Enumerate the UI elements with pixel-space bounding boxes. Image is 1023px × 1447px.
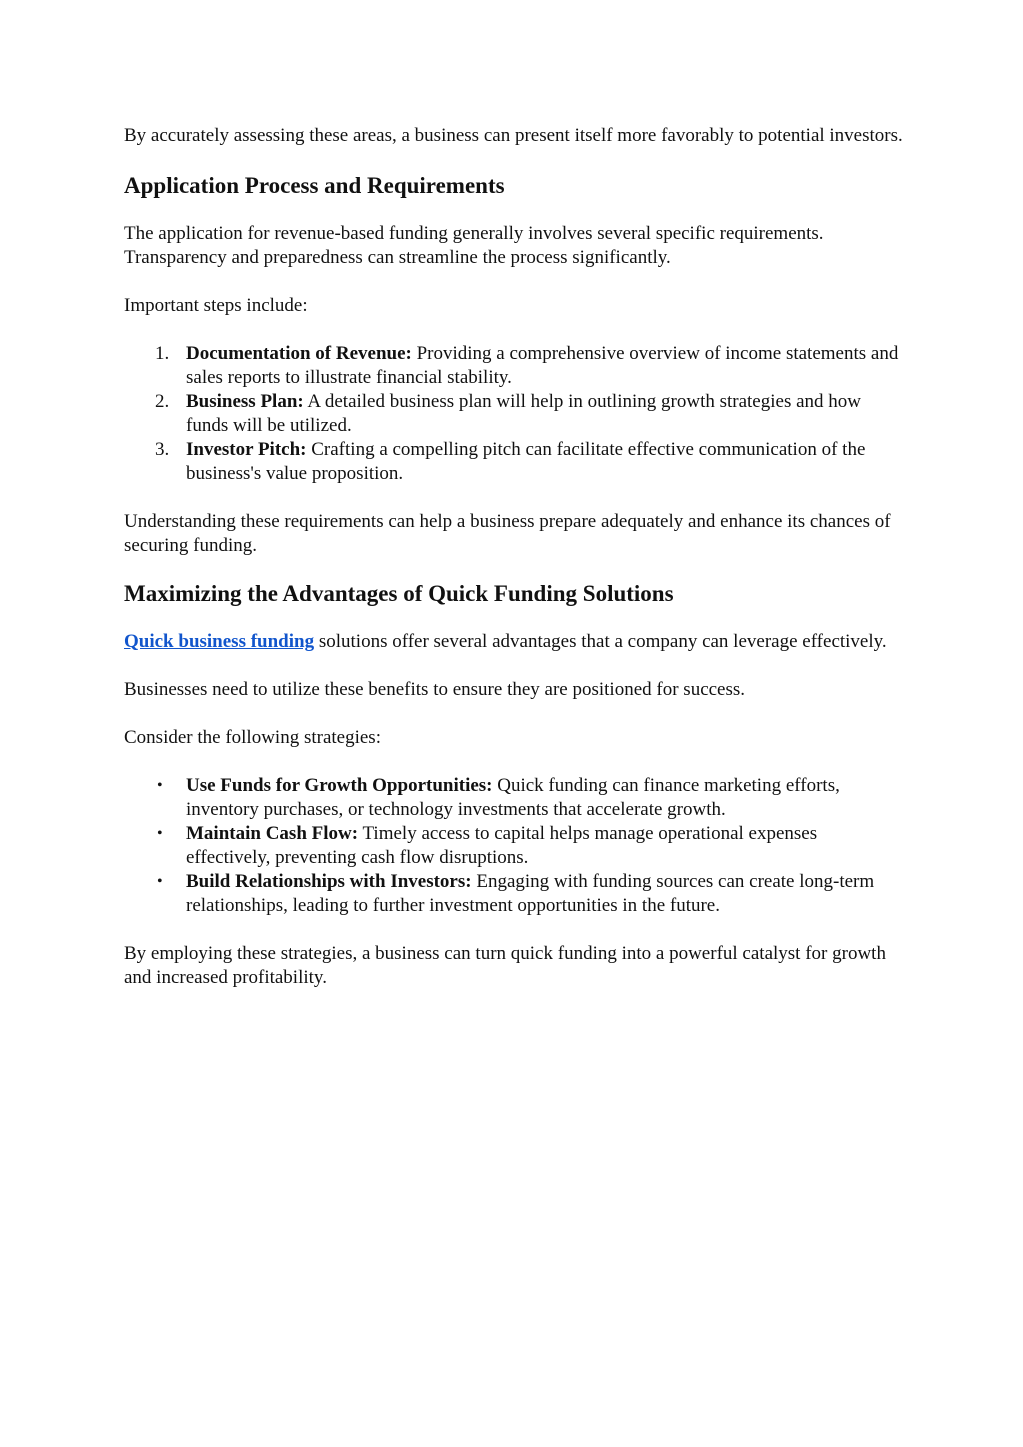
- maximizing-heading: Maximizing the Advantages of Quick Funding Solutions: [124, 581, 674, 606]
- strategy-title: Build Relationships with Investors:: [186, 871, 472, 892]
- strategies-intro: Consider the following strategies:: [124, 727, 381, 748]
- strategy-text: Timely access to capital helps manage operational expenses effectively, preventing cash flow disruptions.: [186, 823, 818, 868]
- application-heading: Application Process and Requirements: [124, 173, 505, 198]
- application-paragraph: The application for revenue-based funding generally involves several specific requirements. Transparency and preparedness can streamline the process significantly.: [124, 223, 824, 268]
- bullet-icon: •: [157, 873, 163, 890]
- step-text: A detailed business plan will help in outlining growth strategies and how funds will be utilized.: [186, 391, 861, 436]
- quick-funding-paragraph: [124, 630, 904, 654]
- list-number: 2.: [155, 391, 170, 412]
- list-item: [124, 870, 904, 918]
- strategies-list: [124, 774, 904, 918]
- step-text: Providing a comprehensive overview of income statements and sales reports to illustrate financial stability.: [186, 343, 899, 388]
- step-title: Business Plan:: [186, 391, 304, 412]
- strategy-text: Quick funding can finance marketing efforts, inventory purchases, or technology investments that accelerate growth.: [186, 775, 840, 820]
- list-item: [124, 438, 904, 486]
- bullet-icon: •: [157, 777, 163, 794]
- intro-paragraph: By accurately assessing these areas, a business can present itself more favorably to potential investors.: [124, 125, 903, 146]
- list-item: [124, 822, 904, 870]
- quick-business-funding-link[interactable]: Quick business funding: [124, 631, 315, 652]
- step-title: Investor Pitch:: [186, 439, 307, 460]
- list-item: [124, 774, 904, 822]
- list-item: [124, 390, 904, 438]
- bullet-icon: •: [157, 825, 163, 842]
- maximizing-conclusion: By employing these strategies, a business can turn quick funding into a powerful catalyst for growth and increased profitability.: [124, 943, 886, 988]
- strategy-text: Engaging with funding sources can create long-term relationships, leading to further investment opportunities in the future.: [186, 871, 875, 916]
- strategy-title: Use Funds for Growth Opportunities:: [186, 775, 493, 796]
- steps-list: [124, 342, 904, 486]
- list-number: 3.: [155, 439, 170, 460]
- document-page: [124, 124, 904, 990]
- steps-intro: Important steps include:: [124, 295, 308, 316]
- quick-funding-text: solutions offer several advantages that a company can leverage effectively.: [314, 631, 887, 652]
- application-conclusion: Understanding these requirements can help a business prepare adequately and enhance its chances of securing funding.: [124, 511, 891, 556]
- strategy-title: Maintain Cash Flow:: [186, 823, 359, 844]
- benefits-paragraph: Businesses need to utilize these benefits to ensure they are positioned for success.: [124, 679, 746, 700]
- step-text: Crafting a compelling pitch can facilitate effective communication of the business's value proposition.: [186, 439, 866, 484]
- list-item: [124, 342, 904, 390]
- list-number: 1.: [155, 343, 170, 364]
- step-title: Documentation of Revenue:: [186, 343, 412, 364]
